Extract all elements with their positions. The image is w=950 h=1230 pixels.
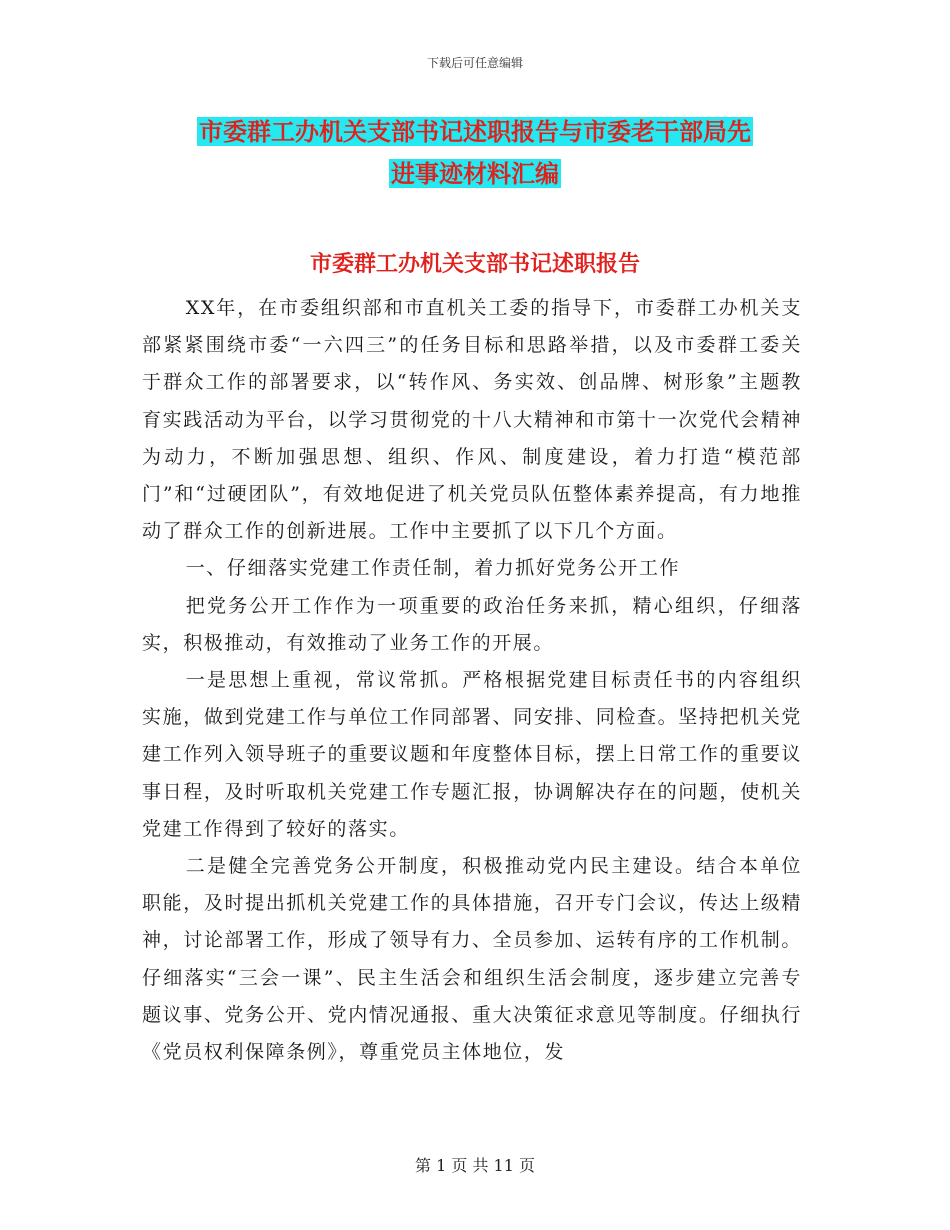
paragraph: 二是健全完善党务公开制度，积极推动党内民主建设。结合本单位职能，及时提出抓机关党建工作的具体措施，召开专门会议，传达上级精神，讨论部署工作，形成了领导有力、全员参加、运转有序的工作机制。仔细落实“三会一课”、民主生活会和组织生活会制度，逐步建立完善专题议事、党务公开、党内情况通报、重大决策征求意见等制度。仔细执行《党员权利保障条例》，尊重党员主体地位，发 [142, 855, 802, 1064]
document-title-line-2 [0, 154, 950, 194]
title-highlight-2: 进事迹材料汇编 [391, 159, 559, 188]
page-header-note: 下载后可任意编辑 [426, 56, 523, 70]
paragraph-heading-1: 一、仔细落实党建工作责任制，着力抓好党务公开工作 [185, 557, 681, 580]
document-title-line-1 [0, 112, 950, 152]
body-text [142, 290, 802, 1071]
title-highlight-1: 市委群工办机关支部书记述职报告与市委老干部局先 [199, 117, 751, 146]
paragraph: 一是思想上重视，常议常抓。严格根据党建目标责任书的内容组织实施，做到党建工作与单位工作同部署、同安排、同检查。坚持把机关党建工作列入领导班子的重要议题和年度整体目标，摆上日常工作的重要议事日程，及时听取机关党建工作专题汇报，协调解决存在的问题，使机关党建工作得到了较好的落实。 [142, 669, 802, 840]
paragraph: 把党务公开工作作为一项重要的政治任务来抓，精心组织，仔细落实，积极推动，有效推动了业务工作的开展。 [142, 594, 802, 654]
section-title: 市委群工办机关支部书记述职报告 [309, 251, 640, 277]
page-footer: 第 1 页 共 11 页 [415, 1156, 535, 1175]
paragraph-intro: XX年，在市委组织部和市直机关工委的指导下，市委群工办机关支部紧紧围绕市委“一六四三”的任务目标和思路举措，以及市委群工委关于群众工作的部署要求，以“转作风、务实效、创品牌、树形象”主题教育实践活动为平台，以学习贯彻党的十八大精神和市第十一次党代会精神为动力，不断加强思想、组织、作风、制度建设，着力打造“模范部门”和“过硬团队”，有效地促进了机关党员队伍整体素养提高，有力地推动了群众工作的创新进展。工作中主要抓了以下几个方面。 [142, 297, 802, 543]
